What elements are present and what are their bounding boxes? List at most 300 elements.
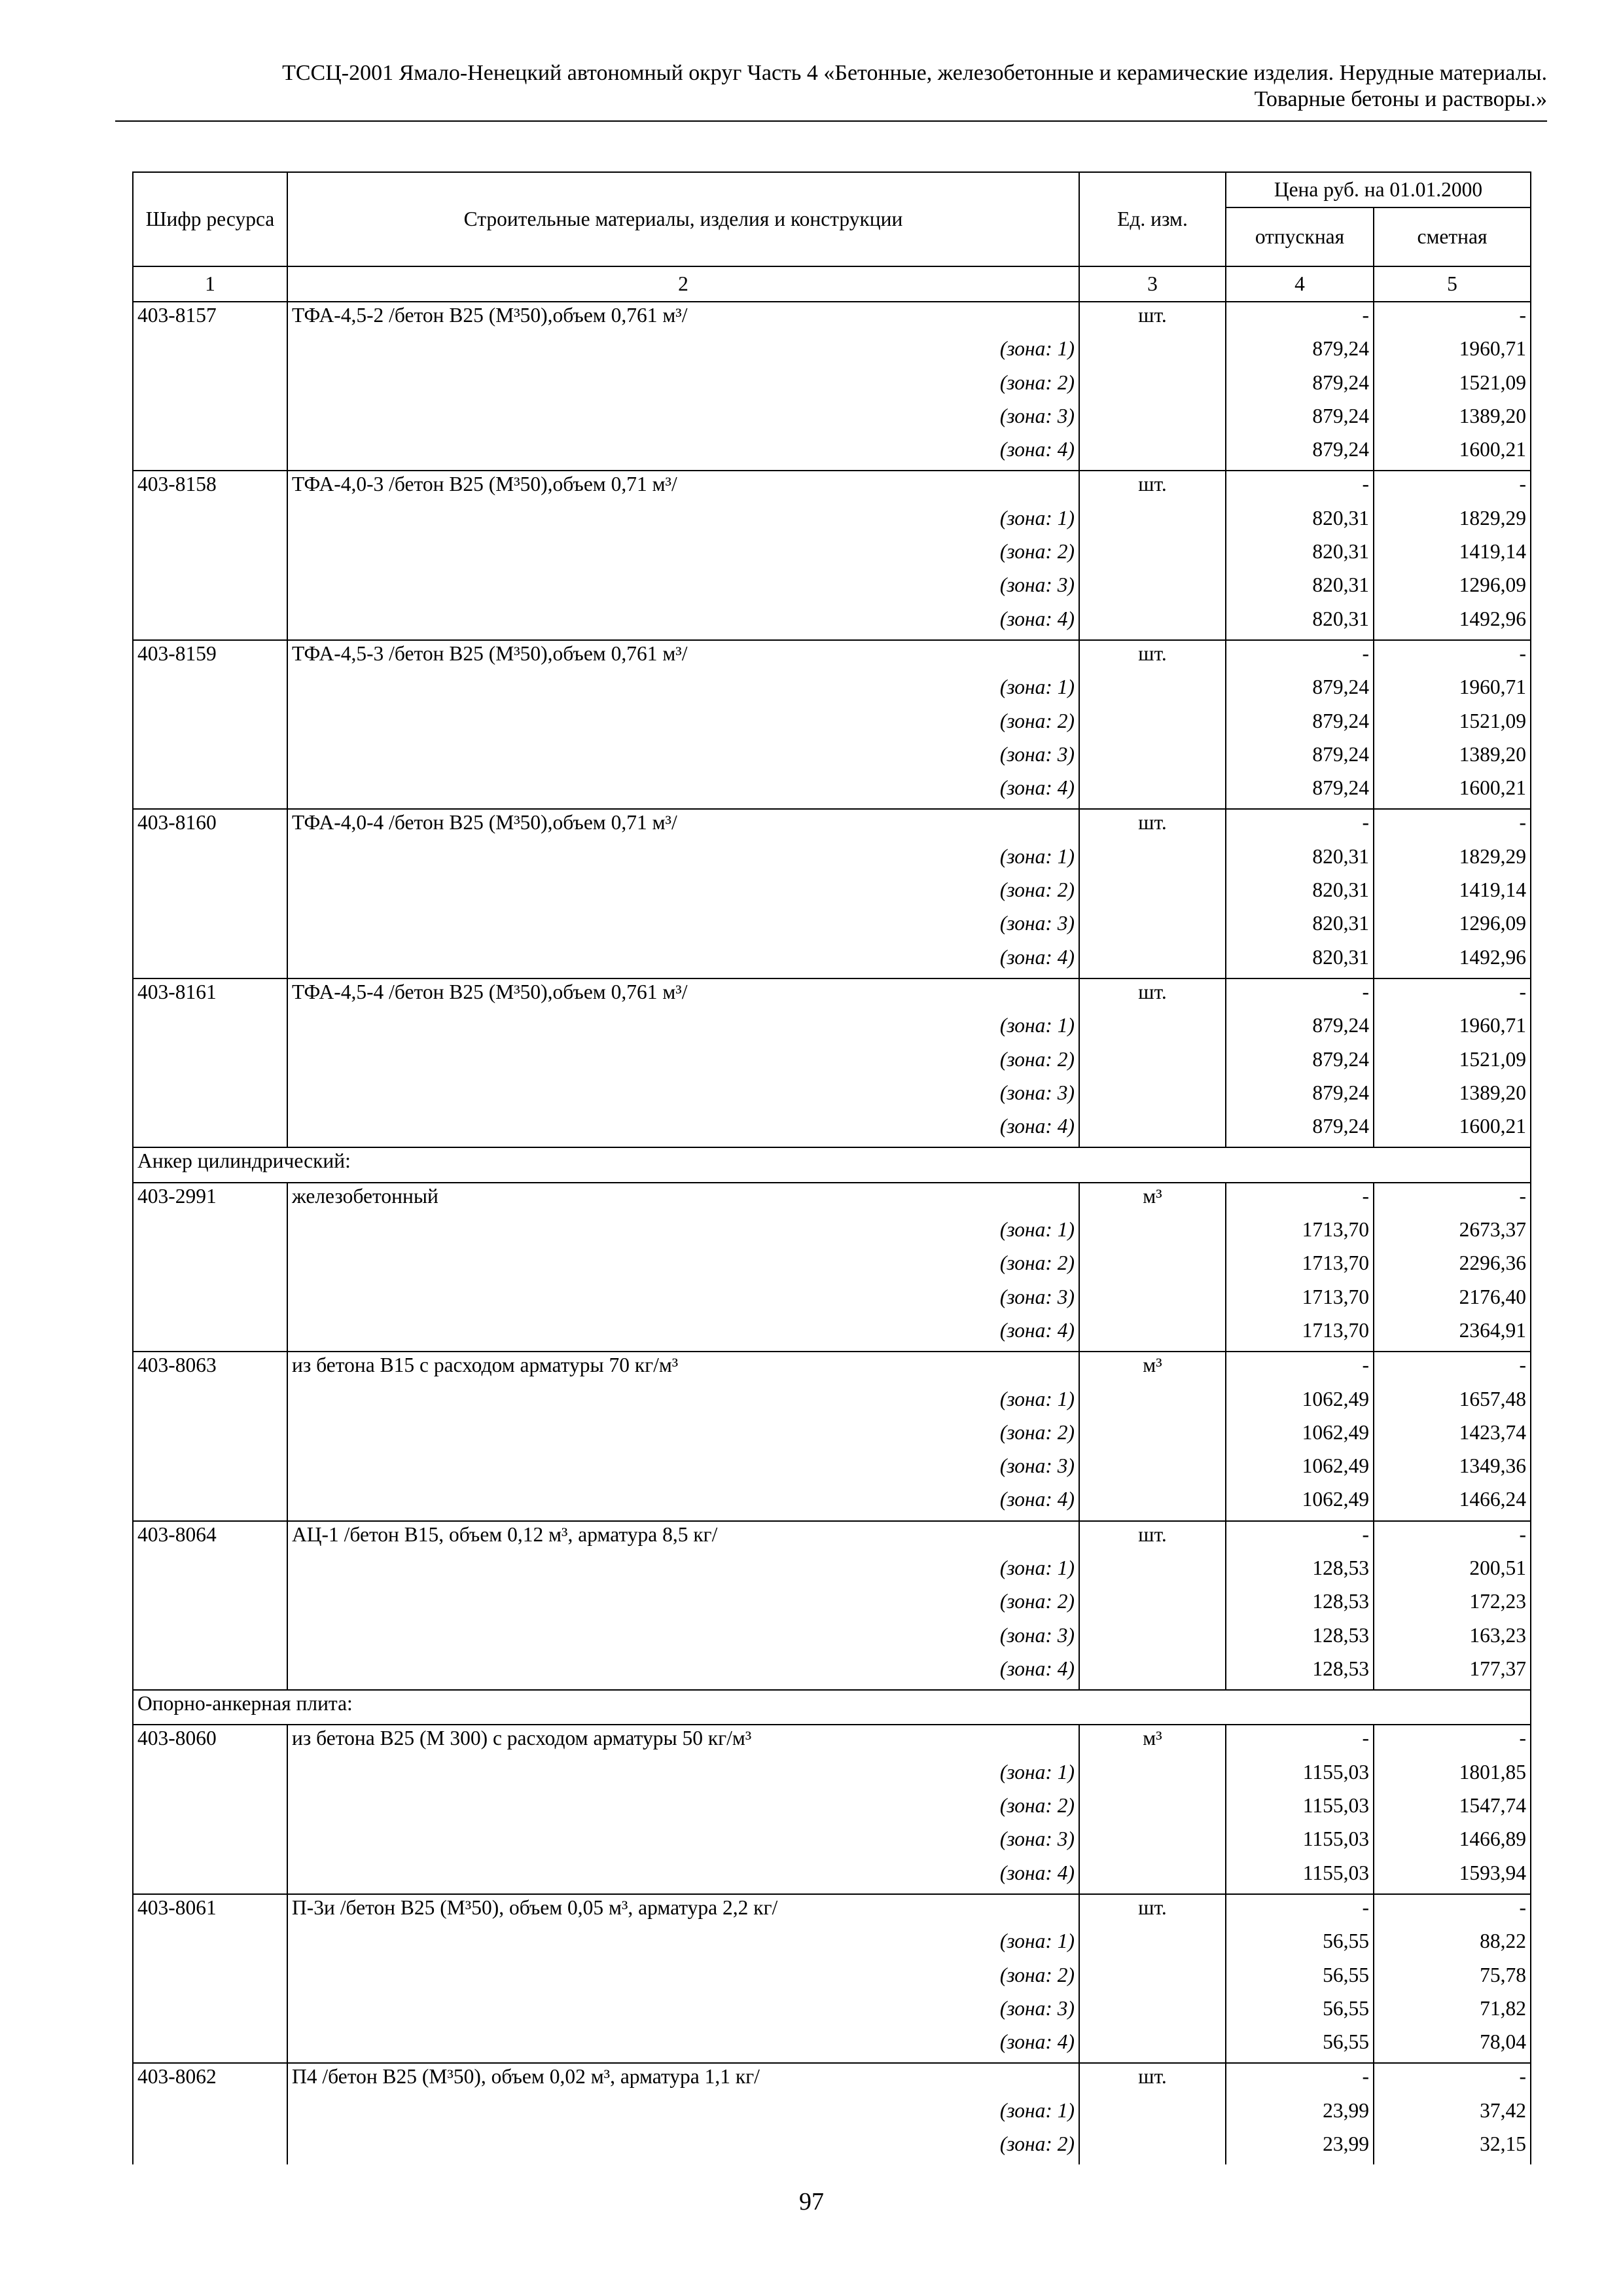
resource-code: 403-8161 bbox=[133, 978, 287, 1013]
estimate-price: - bbox=[1374, 978, 1531, 1013]
resource-code bbox=[133, 1793, 287, 1826]
resource-code bbox=[133, 1996, 287, 2029]
unit bbox=[1079, 1013, 1226, 1046]
unit bbox=[1079, 1113, 1226, 1147]
header-num-4: 4 bbox=[1226, 266, 1374, 302]
release-price: 56,55 bbox=[1226, 1962, 1374, 1996]
resource-code: 403-8157 bbox=[133, 302, 287, 336]
estimate-price: 88,22 bbox=[1374, 1928, 1531, 1962]
release-price: 879,24 bbox=[1226, 708, 1374, 742]
estimate-price: 1349,36 bbox=[1374, 1453, 1531, 1486]
release-price: 1155,03 bbox=[1226, 1860, 1374, 1894]
zone-label: (зона: 2) bbox=[287, 1588, 1079, 1622]
unit bbox=[1079, 1486, 1226, 1520]
resource-code bbox=[133, 1486, 287, 1520]
zone-row bbox=[133, 2029, 1531, 2063]
resource-code bbox=[133, 1860, 287, 1894]
estimate-price: - bbox=[1374, 809, 1531, 843]
resource-code bbox=[133, 437, 287, 471]
zone-label: (зона: 2) bbox=[287, 539, 1079, 572]
zone-label: (зона: 1) bbox=[287, 505, 1079, 539]
estimate-price: 1801,85 bbox=[1374, 1759, 1531, 1793]
estimate-price: 1389,20 bbox=[1374, 403, 1531, 437]
release-price: 1155,03 bbox=[1226, 1793, 1374, 1826]
estimate-price: 1593,94 bbox=[1374, 1860, 1531, 1894]
estimate-price: - bbox=[1374, 1725, 1531, 1759]
table-row bbox=[133, 1725, 1531, 1759]
zone-label: (зона: 3) bbox=[287, 1080, 1079, 1113]
unit bbox=[1079, 1080, 1226, 1113]
header-num-2: 2 bbox=[287, 266, 1079, 302]
release-price: 820,31 bbox=[1226, 606, 1374, 640]
unit bbox=[1079, 1588, 1226, 1622]
resource-code bbox=[133, 1386, 287, 1420]
header-line-1: ТССЦ-2001 Ямало-Ненецкий автономный округ Часть 4 «Бетонные, железобетонные и керамические изделия. Нерудные материалы. bbox=[282, 61, 1547, 85]
zone-label: (зона: 3) bbox=[287, 1623, 1079, 1656]
release-price: 1713,70 bbox=[1226, 1318, 1374, 1352]
resource-code bbox=[133, 1759, 287, 1793]
estimate-price: 1419,14 bbox=[1374, 539, 1531, 572]
header-num-3: 3 bbox=[1079, 266, 1226, 302]
release-price: 128,53 bbox=[1226, 1555, 1374, 1588]
header-line-2: Товарные бетоны и растворы.» bbox=[1254, 87, 1547, 111]
estimate-price: 1423,74 bbox=[1374, 1420, 1531, 1453]
unit: м³ bbox=[1079, 1352, 1226, 1386]
unit: шт. bbox=[1079, 302, 1226, 336]
resource-code bbox=[133, 336, 287, 369]
zone-row bbox=[133, 1826, 1531, 1859]
zone-label: (зона: 2) bbox=[287, 2131, 1079, 2164]
resource-code bbox=[133, 403, 287, 437]
table-body bbox=[133, 302, 1531, 2164]
estimate-price: - bbox=[1374, 1183, 1531, 1217]
zone-row bbox=[133, 1047, 1531, 1080]
release-price: 820,31 bbox=[1226, 572, 1374, 605]
release-price: 879,24 bbox=[1226, 1080, 1374, 1113]
unit bbox=[1079, 437, 1226, 471]
resource-code bbox=[133, 1318, 287, 1352]
zone-row bbox=[133, 1486, 1531, 1520]
unit bbox=[1079, 336, 1226, 369]
table-header bbox=[133, 172, 1531, 302]
release-price: 820,31 bbox=[1226, 844, 1374, 877]
zone-row bbox=[133, 1318, 1531, 1352]
estimate-price: 1600,21 bbox=[1374, 1113, 1531, 1147]
zone-label: (зона: 1) bbox=[287, 336, 1079, 369]
unit bbox=[1079, 572, 1226, 605]
unit bbox=[1079, 844, 1226, 877]
unit bbox=[1079, 1623, 1226, 1656]
zone-label: (зона: 1) bbox=[287, 1928, 1079, 1962]
resource-code bbox=[133, 1453, 287, 1486]
unit: м³ bbox=[1079, 1725, 1226, 1759]
unit: шт. bbox=[1079, 471, 1226, 505]
estimate-price: 2176,40 bbox=[1374, 1284, 1531, 1318]
resource-code bbox=[133, 1555, 287, 1588]
estimate-price: 32,15 bbox=[1374, 2131, 1531, 2164]
zone-label: (зона: 2) bbox=[287, 1420, 1079, 1453]
header-release: отпускная bbox=[1226, 207, 1374, 266]
estimate-price: 177,37 bbox=[1374, 1656, 1531, 1690]
release-price: 879,24 bbox=[1226, 403, 1374, 437]
zone-label: (зона: 3) bbox=[287, 1996, 1079, 2029]
zone-label: (зона: 4) bbox=[287, 2029, 1079, 2063]
estimate-price: 1600,21 bbox=[1374, 437, 1531, 471]
release-price: 128,53 bbox=[1226, 1588, 1374, 1622]
table-row bbox=[133, 302, 1531, 336]
zone-row bbox=[133, 1623, 1531, 1656]
material-name: П-3и /бетон В25 (М³50), объем 0,05 м³, арматура 2,2 кг/ bbox=[287, 1894, 1079, 1928]
header-code: Шифр ресурса bbox=[133, 172, 287, 266]
material-name: ТФА-4,0-4 /бетон В25 (М³50),объем 0,71 м³/ bbox=[287, 809, 1079, 843]
header-estimate: сметная bbox=[1374, 207, 1531, 266]
zone-label: (зона: 1) bbox=[287, 1013, 1079, 1046]
zone-label: (зона: 3) bbox=[287, 1284, 1079, 1318]
zone-row bbox=[133, 1656, 1531, 1690]
unit bbox=[1079, 1047, 1226, 1080]
zone-row bbox=[133, 674, 1531, 708]
zone-label: (зона: 2) bbox=[287, 877, 1079, 910]
zone-row bbox=[133, 1996, 1531, 2029]
price-table bbox=[132, 171, 1531, 2164]
zone-label: (зона: 1) bbox=[287, 2098, 1079, 2131]
table-row bbox=[133, 978, 1531, 1013]
estimate-price: 1296,09 bbox=[1374, 910, 1531, 944]
unit bbox=[1079, 505, 1226, 539]
release-price: 820,31 bbox=[1226, 910, 1374, 944]
header-num-1: 1 bbox=[133, 266, 287, 302]
resource-code bbox=[133, 708, 287, 742]
estimate-price: 1492,96 bbox=[1374, 944, 1531, 978]
estimate-price: 2673,37 bbox=[1374, 1217, 1531, 1250]
page-header bbox=[115, 60, 1547, 113]
zone-label: (зона: 1) bbox=[287, 1759, 1079, 1793]
release-price: 879,24 bbox=[1226, 1047, 1374, 1080]
resource-code bbox=[133, 910, 287, 944]
zone-row bbox=[133, 606, 1531, 640]
zone-label: (зона: 1) bbox=[287, 1386, 1079, 1420]
release-price: - bbox=[1226, 302, 1374, 336]
zone-label: (зона: 3) bbox=[287, 1826, 1079, 1859]
zone-label: (зона: 3) bbox=[287, 403, 1079, 437]
estimate-price: 200,51 bbox=[1374, 1555, 1531, 1588]
release-price: 879,24 bbox=[1226, 1013, 1374, 1046]
release-price: - bbox=[1226, 1183, 1374, 1217]
zone-row bbox=[133, 708, 1531, 742]
zone-row bbox=[133, 944, 1531, 978]
release-price: 56,55 bbox=[1226, 1928, 1374, 1962]
unit bbox=[1079, 1250, 1226, 1283]
zone-row bbox=[133, 1217, 1531, 1250]
table-row bbox=[133, 640, 1531, 674]
unit bbox=[1079, 1793, 1226, 1826]
zone-label: (зона: 2) bbox=[287, 370, 1079, 403]
zone-row bbox=[133, 1962, 1531, 1996]
resource-code bbox=[133, 1928, 287, 1962]
unit: шт. bbox=[1079, 1894, 1226, 1928]
estimate-price: - bbox=[1374, 1521, 1531, 1555]
resource-code bbox=[133, 775, 287, 809]
table-row bbox=[133, 471, 1531, 505]
resource-code bbox=[133, 1420, 287, 1453]
resource-code bbox=[133, 370, 287, 403]
estimate-price: - bbox=[1374, 302, 1531, 336]
material-name: из бетона В25 (М 300) с расходом арматуры 50 кг/м³ bbox=[287, 1725, 1079, 1759]
material-name: П4 /бетон В25 (М³50), объем 0,02 м³, арматура 1,1 кг/ bbox=[287, 2063, 1079, 2097]
zone-row bbox=[133, 1284, 1531, 1318]
release-price: 820,31 bbox=[1226, 944, 1374, 978]
material-name: из бетона В15 с расходом арматуры 70 кг/м³ bbox=[287, 1352, 1079, 1386]
estimate-price: 163,23 bbox=[1374, 1623, 1531, 1656]
estimate-price: 1600,21 bbox=[1374, 775, 1531, 809]
zone-row bbox=[133, 539, 1531, 572]
unit bbox=[1079, 1826, 1226, 1859]
estimate-price: 1829,29 bbox=[1374, 844, 1531, 877]
zone-label: (зона: 4) bbox=[287, 606, 1079, 640]
resource-code: 403-8061 bbox=[133, 1894, 287, 1928]
release-price: 56,55 bbox=[1226, 1996, 1374, 2029]
resource-code bbox=[133, 505, 287, 539]
release-price: 879,24 bbox=[1226, 674, 1374, 708]
estimate-price: 75,78 bbox=[1374, 1962, 1531, 1996]
unit bbox=[1079, 2131, 1226, 2164]
unit bbox=[1079, 370, 1226, 403]
resource-code: 403-8159 bbox=[133, 640, 287, 674]
table-row bbox=[133, 1521, 1531, 1555]
release-price: 1062,49 bbox=[1226, 1453, 1374, 1486]
release-price: - bbox=[1226, 640, 1374, 674]
estimate-price: 1466,24 bbox=[1374, 1486, 1531, 1520]
resource-code bbox=[133, 1217, 287, 1250]
zone-row bbox=[133, 1588, 1531, 1622]
header-unit: Ед. изм. bbox=[1079, 172, 1226, 266]
material-name: ТФА-4,5-4 /бетон В25 (М³50),объем 0,761 м³/ bbox=[287, 978, 1079, 1013]
resource-code bbox=[133, 539, 287, 572]
table-row bbox=[133, 1352, 1531, 1386]
estimate-price: 1547,74 bbox=[1374, 1793, 1531, 1826]
estimate-price: 78,04 bbox=[1374, 2029, 1531, 2063]
header-num-5: 5 bbox=[1374, 266, 1531, 302]
zone-row bbox=[133, 2131, 1531, 2164]
zone-row bbox=[133, 403, 1531, 437]
material-name: ТФА-4,0-3 /бетон В25 (М³50),объем 0,71 м³/ bbox=[287, 471, 1079, 505]
release-price: 1062,49 bbox=[1226, 1420, 1374, 1453]
estimate-price: - bbox=[1374, 1894, 1531, 1928]
unit bbox=[1079, 1962, 1226, 1996]
table-row bbox=[133, 2063, 1531, 2097]
estimate-price: 2364,91 bbox=[1374, 1318, 1531, 1352]
zone-row bbox=[133, 1386, 1531, 1420]
release-price: - bbox=[1226, 809, 1374, 843]
material-name: ТФА-4,5-2 /бетон В25 (М³50),объем 0,761 м³/ bbox=[287, 302, 1079, 336]
unit: м³ bbox=[1079, 1183, 1226, 1217]
unit bbox=[1079, 2098, 1226, 2131]
zone-label: (зона: 3) bbox=[287, 742, 1079, 775]
unit bbox=[1079, 708, 1226, 742]
estimate-price: 71,82 bbox=[1374, 1996, 1531, 2029]
section-row bbox=[133, 1690, 1531, 1725]
unit bbox=[1079, 877, 1226, 910]
unit bbox=[1079, 1928, 1226, 1962]
release-price: - bbox=[1226, 2063, 1374, 2097]
zone-label: (зона: 1) bbox=[287, 674, 1079, 708]
zone-row bbox=[133, 1080, 1531, 1113]
resource-code bbox=[133, 2131, 287, 2164]
unit bbox=[1079, 742, 1226, 775]
release-price: 820,31 bbox=[1226, 505, 1374, 539]
unit bbox=[1079, 1318, 1226, 1352]
release-price: 879,24 bbox=[1226, 437, 1374, 471]
unit bbox=[1079, 910, 1226, 944]
release-price: 879,24 bbox=[1226, 370, 1374, 403]
zone-row bbox=[133, 505, 1531, 539]
release-price: - bbox=[1226, 1725, 1374, 1759]
estimate-price: 1960,71 bbox=[1374, 1013, 1531, 1046]
zone-row bbox=[133, 1555, 1531, 1588]
zone-label: (зона: 4) bbox=[287, 775, 1079, 809]
zone-label: (зона: 3) bbox=[287, 910, 1079, 944]
resource-code bbox=[133, 1047, 287, 1080]
resource-code: 403-8158 bbox=[133, 471, 287, 505]
zone-label: (зона: 1) bbox=[287, 1217, 1079, 1250]
unit bbox=[1079, 1860, 1226, 1894]
resource-code bbox=[133, 742, 287, 775]
zone-row bbox=[133, 1860, 1531, 1894]
estimate-price: - bbox=[1374, 471, 1531, 505]
zone-label: (зона: 2) bbox=[287, 1793, 1079, 1826]
zone-row bbox=[133, 877, 1531, 910]
zone-row bbox=[133, 742, 1531, 775]
header-name: Строительные материалы, изделия и конструкции bbox=[287, 172, 1079, 266]
table-row bbox=[133, 809, 1531, 843]
unit bbox=[1079, 606, 1226, 640]
zone-label: (зона: 2) bbox=[287, 1250, 1079, 1283]
release-price: 879,24 bbox=[1226, 1113, 1374, 1147]
estimate-price: 172,23 bbox=[1374, 1588, 1531, 1622]
unit bbox=[1079, 1420, 1226, 1453]
unit bbox=[1079, 539, 1226, 572]
resource-code: 403-8062 bbox=[133, 2063, 287, 2097]
release-price: 879,24 bbox=[1226, 775, 1374, 809]
header-price: Цена руб. на 01.01.2000 bbox=[1226, 172, 1531, 207]
zone-label: (зона: 4) bbox=[287, 1656, 1079, 1690]
resource-code bbox=[133, 1080, 287, 1113]
zone-row bbox=[133, 910, 1531, 944]
resource-code bbox=[133, 944, 287, 978]
estimate-price: 1521,09 bbox=[1374, 370, 1531, 403]
unit bbox=[1079, 1759, 1226, 1793]
section-title: Анкер цилиндрический: bbox=[133, 1147, 1531, 1182]
zone-row bbox=[133, 1250, 1531, 1283]
zone-row bbox=[133, 1453, 1531, 1486]
estimate-price: 1960,71 bbox=[1374, 674, 1531, 708]
release-price: - bbox=[1226, 471, 1374, 505]
release-price: 1713,70 bbox=[1226, 1284, 1374, 1318]
estimate-price: 1657,48 bbox=[1374, 1386, 1531, 1420]
zone-row bbox=[133, 1113, 1531, 1147]
zone-label: (зона: 4) bbox=[287, 1318, 1079, 1352]
release-price: - bbox=[1226, 1521, 1374, 1555]
release-price: 128,53 bbox=[1226, 1623, 1374, 1656]
unit bbox=[1079, 1453, 1226, 1486]
unit bbox=[1079, 674, 1226, 708]
zone-label: (зона: 2) bbox=[287, 708, 1079, 742]
unit bbox=[1079, 1555, 1226, 1588]
zone-row bbox=[133, 1013, 1531, 1046]
zone-label: (зона: 4) bbox=[287, 944, 1079, 978]
zone-row bbox=[133, 336, 1531, 369]
zone-label: (зона: 3) bbox=[287, 1453, 1079, 1486]
estimate-price: 1296,09 bbox=[1374, 572, 1531, 605]
zone-label: (зона: 4) bbox=[287, 1860, 1079, 1894]
resource-code bbox=[133, 1284, 287, 1318]
release-price: 1155,03 bbox=[1226, 1759, 1374, 1793]
zone-row bbox=[133, 437, 1531, 471]
zone-row bbox=[133, 844, 1531, 877]
release-price: 56,55 bbox=[1226, 2029, 1374, 2063]
material-name: ТФА-4,5-3 /бетон В25 (М³50),объем 0,761 м³/ bbox=[287, 640, 1079, 674]
section-title: Опорно-анкерная плита: bbox=[133, 1690, 1531, 1725]
resource-code bbox=[133, 1113, 287, 1147]
zone-label: (зона: 3) bbox=[287, 572, 1079, 605]
resource-code bbox=[133, 1250, 287, 1283]
zone-row bbox=[133, 775, 1531, 809]
estimate-price: 37,42 bbox=[1374, 2098, 1531, 2131]
resource-code bbox=[133, 1588, 287, 1622]
unit: шт. bbox=[1079, 2063, 1226, 2097]
zone-row bbox=[133, 1759, 1531, 1793]
resource-code: 403-8060 bbox=[133, 1725, 287, 1759]
release-price: 879,24 bbox=[1226, 742, 1374, 775]
unit: шт. bbox=[1079, 1521, 1226, 1555]
estimate-price: 1389,20 bbox=[1374, 742, 1531, 775]
zone-row bbox=[133, 1793, 1531, 1826]
estimate-price: - bbox=[1374, 640, 1531, 674]
zone-row bbox=[133, 1928, 1531, 1962]
resource-code bbox=[133, 572, 287, 605]
estimate-price: 1466,89 bbox=[1374, 1826, 1531, 1859]
unit: шт. bbox=[1079, 978, 1226, 1013]
estimate-price: - bbox=[1374, 2063, 1531, 2097]
material-name: АЦ-1 /бетон В15, объем 0,12 м³, арматура 8,5 кг/ bbox=[287, 1521, 1079, 1555]
resource-code bbox=[133, 2029, 287, 2063]
resource-code: 403-8160 bbox=[133, 809, 287, 843]
estimate-price: 1389,20 bbox=[1374, 1080, 1531, 1113]
estimate-price: 1492,96 bbox=[1374, 606, 1531, 640]
unit: шт. bbox=[1079, 640, 1226, 674]
release-price: 23,99 bbox=[1226, 2131, 1374, 2164]
zone-row bbox=[133, 572, 1531, 605]
resource-code bbox=[133, 1962, 287, 1996]
unit bbox=[1079, 1217, 1226, 1250]
zone-label: (зона: 4) bbox=[287, 1486, 1079, 1520]
material-name: железобетонный bbox=[287, 1183, 1079, 1217]
resource-code bbox=[133, 1623, 287, 1656]
estimate-price: 1960,71 bbox=[1374, 336, 1531, 369]
zone-row bbox=[133, 1420, 1531, 1453]
resource-code bbox=[133, 1656, 287, 1690]
unit bbox=[1079, 1656, 1226, 1690]
release-price: - bbox=[1226, 1352, 1374, 1386]
release-price: 1062,49 bbox=[1226, 1386, 1374, 1420]
zone-label: (зона: 1) bbox=[287, 844, 1079, 877]
estimate-price: - bbox=[1374, 1352, 1531, 1386]
resource-code: 403-8064 bbox=[133, 1521, 287, 1555]
resource-code bbox=[133, 877, 287, 910]
zone-row bbox=[133, 370, 1531, 403]
zone-label: (зона: 1) bbox=[287, 1555, 1079, 1588]
unit bbox=[1079, 1386, 1226, 1420]
